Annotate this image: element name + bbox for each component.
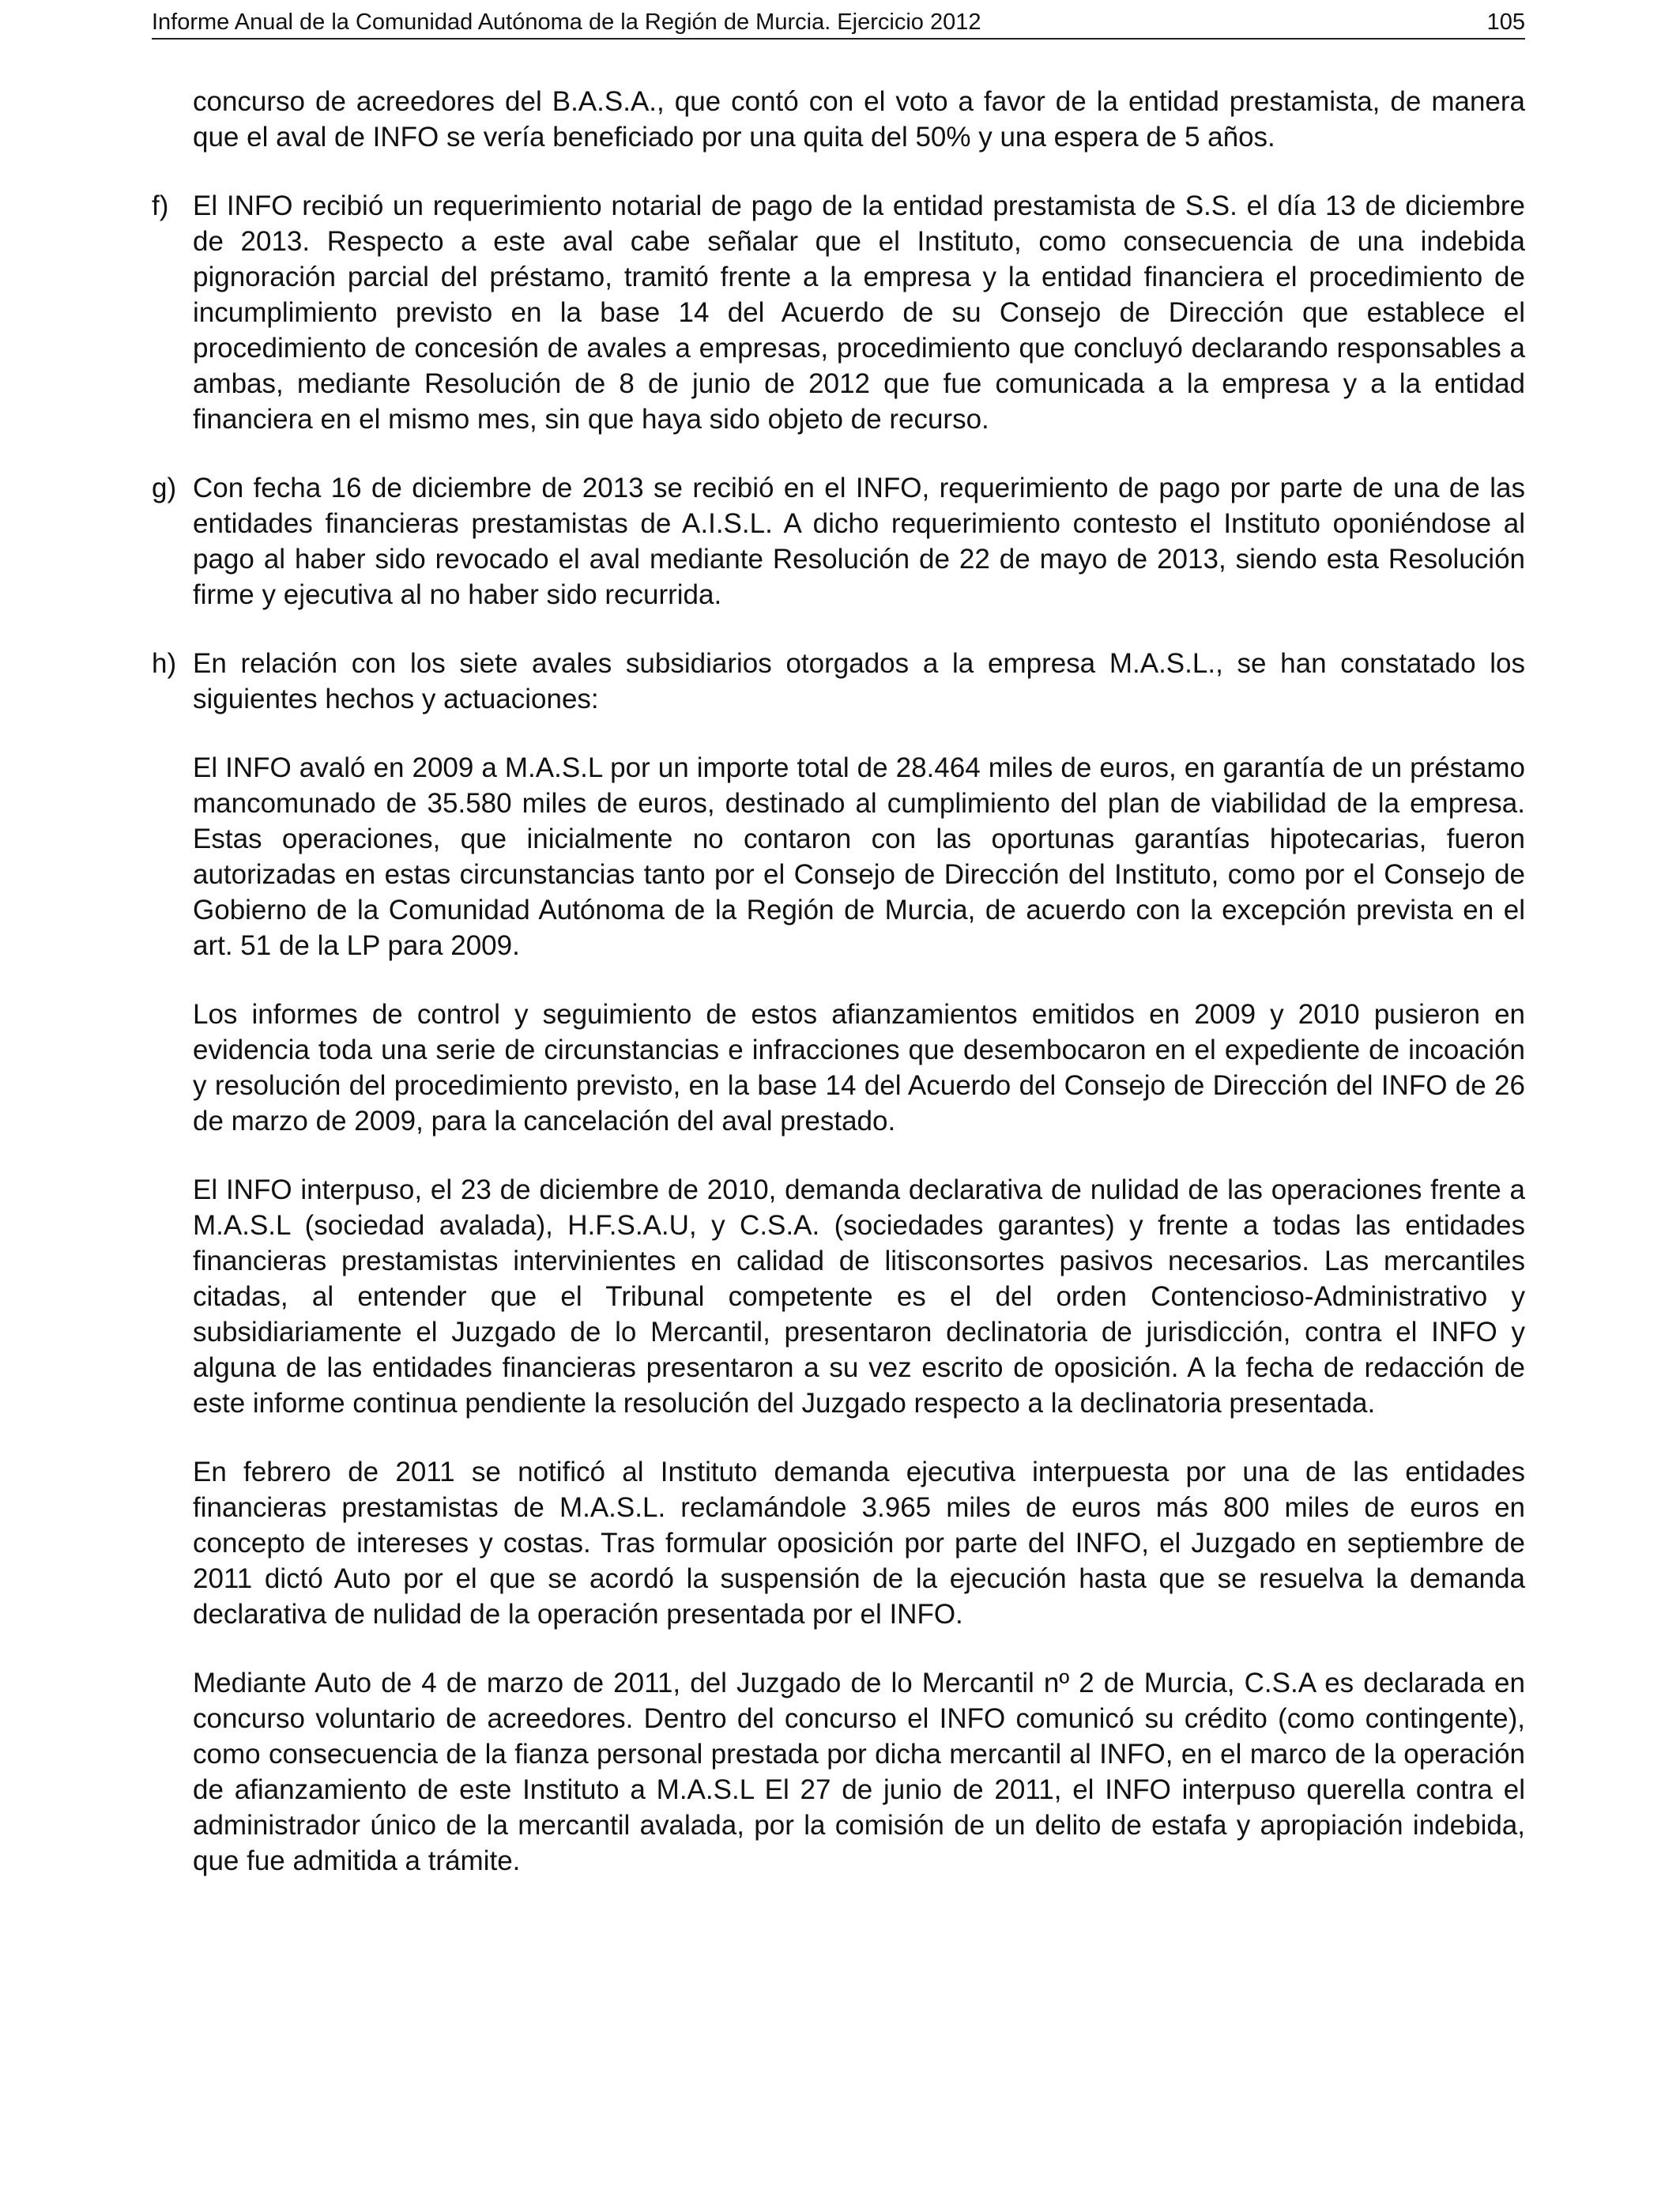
body-paragraph: Los informes de control y seguimiento de estos afianzamientos emitidos en 2009 y 2010 pusieron en evidencia toda una serie de circunstancias e infracciones que desembocaron en el expediente de incoación y resolución del procedimiento previsto, en la base 14 del Acuerdo del Consejo de Dirección del INFO de 26 de marzo de 2009, para la cancelación del aval prestado. bbox=[193, 999, 1525, 1137]
list-item-label: h) bbox=[152, 648, 177, 679]
header-title: Informe Anual de la Comunidad Autónoma de la Región de Murcia. Ejercicio 2012 bbox=[152, 9, 981, 35]
list-item-text: En relación con los siete avales subsidiarios otorgados a la empresa M.A.S.L., se han constatado los siguientes hechos y actuaciones: bbox=[193, 648, 1525, 714]
body-paragraph: En febrero de 2011 se notificó al Instituto demanda ejecutiva interpuesta por una de las entidades financieras prestamistas de M.A.S.L. reclamándole 3.965 miles de euros más 800 miles de euros en concepto de intereses y costas. Tras formular oposición por parte del INFO, el Juzgado en septiembre de 2011 dictó Auto por el que se acordó la suspensión de la ejecución hasta que se resuelva la demanda declarativa de nulidad de la operación presentada por el INFO. bbox=[193, 1457, 1525, 1630]
list-item-label: g) bbox=[152, 473, 177, 503]
list-item-h bbox=[152, 646, 1525, 717]
list-item-g bbox=[152, 470, 1525, 613]
list-item-f bbox=[152, 188, 1525, 437]
list-item-text: Con fecha 16 de diciembre de 2013 se recibió en el INFO, requerimiento de pago por parte de una de las entidades financieras prestamistas de A.I.S.L. A dicho requerimiento contesto el Instituto oponiéndose al pago al haber sido revocado el aval mediante Resolución de 22 de mayo de 2013, siendo esta Resolución firme y ejecutiva al no haber sido recurrida. bbox=[193, 473, 1525, 610]
page-header bbox=[152, 6, 1525, 40]
intro-paragraph: concurso de acreedores del B.A.S.A., que contó con el voto a favor de la entidad prestamista, de manera que el aval de INFO se vería beneficiado por una quita del 50% y una espera de 5 años. bbox=[193, 86, 1525, 153]
body-paragraph: Mediante Auto de 4 de marzo de 2011, del Juzgado de lo Mercantil nº 2 de Murcia, C.S.A es declarada en concurso voluntario de acreedores. Dentro del concurso el INFO comunicó su crédito (como contingente), como consecuencia de la fianza personal prestada por dicha mercantil al INFO, en el marco de la operación de afianzamiento de este Instituto a M.A.S.L El 27 de junio de 2011, el INFO interpuso querella contra el administrador único de la mercantil avalada, por la comisión de un delito de estafa y apropiación indebida, que fue admitida a trámite. bbox=[193, 1668, 1525, 1876]
list-item-text: El INFO recibió un requerimiento notarial de pago de la entidad prestamista de S.S. el día 13 de diciembre de 2013. Respecto a este aval cabe señalar que el Instituto, como consecuencia de una indebida pignoración parcial del préstamo, tramitó frente a la empresa y la entidad financiera el procedimiento de incumplimiento previsto en la base 14 del Acuerdo de su Consejo de Dirección que establece el procedimiento de concesión de avales a empresas, procedimiento que concluyó declarando responsables a ambas, mediante Resolución de 8 de junio de 2012 que fue comunicada a la empresa y a la entidad financiera en el mismo mes, sin que haya sido objeto de recurso. bbox=[193, 190, 1525, 435]
body-paragraph: El INFO avaló en 2009 a M.A.S.L por un importe total de 28.464 miles de euros, en garantía de un préstamo mancomunado de 35.580 miles de euros, destinado al cumplimiento del plan de viabilidad de la empresa. Estas operaciones, que inicialmente no contaron con las oportunas garantías hipotecarias, fueron autorizadas en estas circunstancias tanto por el Consejo de Dirección del Instituto, como por el Consejo de Gobierno de la Comunidad Autónoma de la Región de Murcia, de acuerdo con la excepción prevista en el art. 51 de la LP para 2009. bbox=[193, 752, 1525, 961]
body-paragraph: El INFO interpuso, el 23 de diciembre de 2010, demanda declarativa de nulidad de las operaciones frente a M.A.S.L (sociedad avalada), H.F.S.A.U, y C.S.A. (sociedades garantes) y frente a todas las entidades financieras prestamistas intervinientes en calidad de litisconsortes pasivos necesarios. Las mercantiles citadas, al entender que el Tribunal competente es el del orden Contencioso-Administrativo y subsidiariamente el Juzgado de lo Mercantil, presentaron declinatoria de jurisdicción, contra el INFO y alguna de las entidades financieras presentaron a su vez escrito de oposición. A la fecha de redacción de este informe continua pendiente la resolución del Juzgado respecto a la declinatoria presentada. bbox=[193, 1174, 1525, 1419]
document-body bbox=[152, 84, 1525, 1912]
list-item-label: f) bbox=[152, 190, 169, 221]
page-number: 105 bbox=[1486, 9, 1525, 35]
